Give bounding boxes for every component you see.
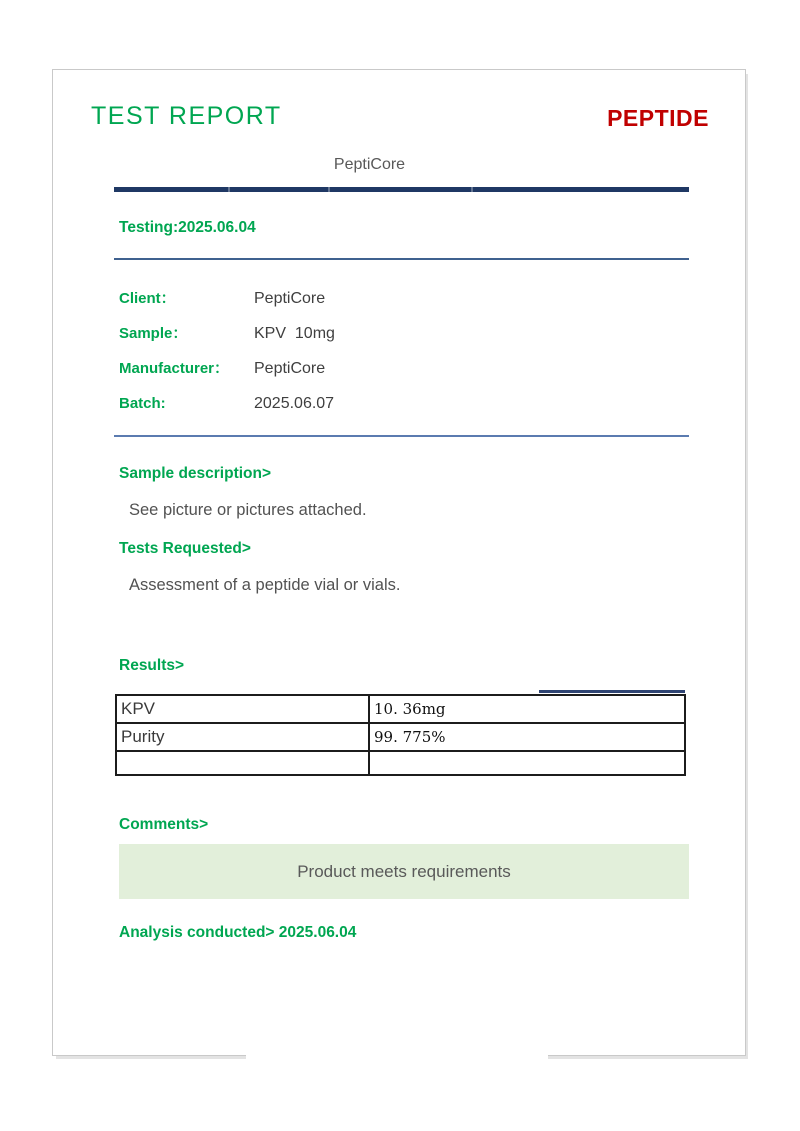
table-row [116, 723, 685, 751]
table-row [116, 695, 685, 723]
manufacturer-label: Manufacturer： [119, 360, 230, 377]
client-label: Client： [119, 290, 176, 307]
info-row-client [119, 291, 335, 307]
page-border-gap [246, 1049, 548, 1061]
batch-label: Batch: [119, 395, 166, 412]
rule-divider [228, 187, 230, 192]
result-value-cell: 99. 775% [369, 723, 685, 751]
table-row [116, 751, 685, 775]
batch-value: 2025.06.07 [254, 395, 335, 412]
info-row-batch [119, 396, 335, 412]
result-value-cell: 10. 36mg [369, 695, 685, 723]
result-name-cell: Purity [116, 723, 369, 751]
table-top-accent-rule [539, 690, 685, 693]
sample-description-heading: Sample description> [119, 465, 272, 482]
tests-requested-body: Assessment of a peptide vial or vials. [129, 576, 401, 594]
client-value: PeptiCore [254, 290, 326, 307]
manufacturer-value: PeptiCore [254, 360, 326, 377]
rule-divider [328, 187, 330, 192]
info-row-manufacturer [119, 361, 335, 377]
sample-value: KPV 10mg [254, 325, 335, 342]
divider-rule [114, 258, 689, 260]
divider-rule [114, 435, 689, 437]
peptide-badge: PEPTIDE [607, 105, 709, 131]
sample-label: Sample： [119, 325, 188, 342]
page-title: TEST REPORT [91, 102, 282, 130]
result-value-cell [369, 751, 685, 775]
header-rule [114, 187, 689, 192]
result-name-cell: KPV [116, 695, 369, 723]
analysis-conducted-heading: Analysis conducted> 2025.06.04 [119, 924, 357, 941]
comments-box: Product meets requirements [119, 844, 689, 899]
results-heading: Results> [119, 657, 185, 674]
tests-requested-heading: Tests Requested> [119, 540, 251, 557]
comments-heading: Comments> [119, 816, 209, 833]
rule-divider [471, 187, 473, 192]
sample-info-block [119, 291, 335, 412]
testing-date-heading: Testing:2025.06.04 [119, 219, 256, 236]
results-table [115, 694, 686, 776]
report-page [52, 69, 746, 1056]
company-title: PeptiCore [333, 156, 406, 173]
sample-description-body: See picture or pictures attached. [129, 501, 367, 519]
result-name-cell [116, 751, 369, 775]
info-row-sample [119, 326, 335, 342]
